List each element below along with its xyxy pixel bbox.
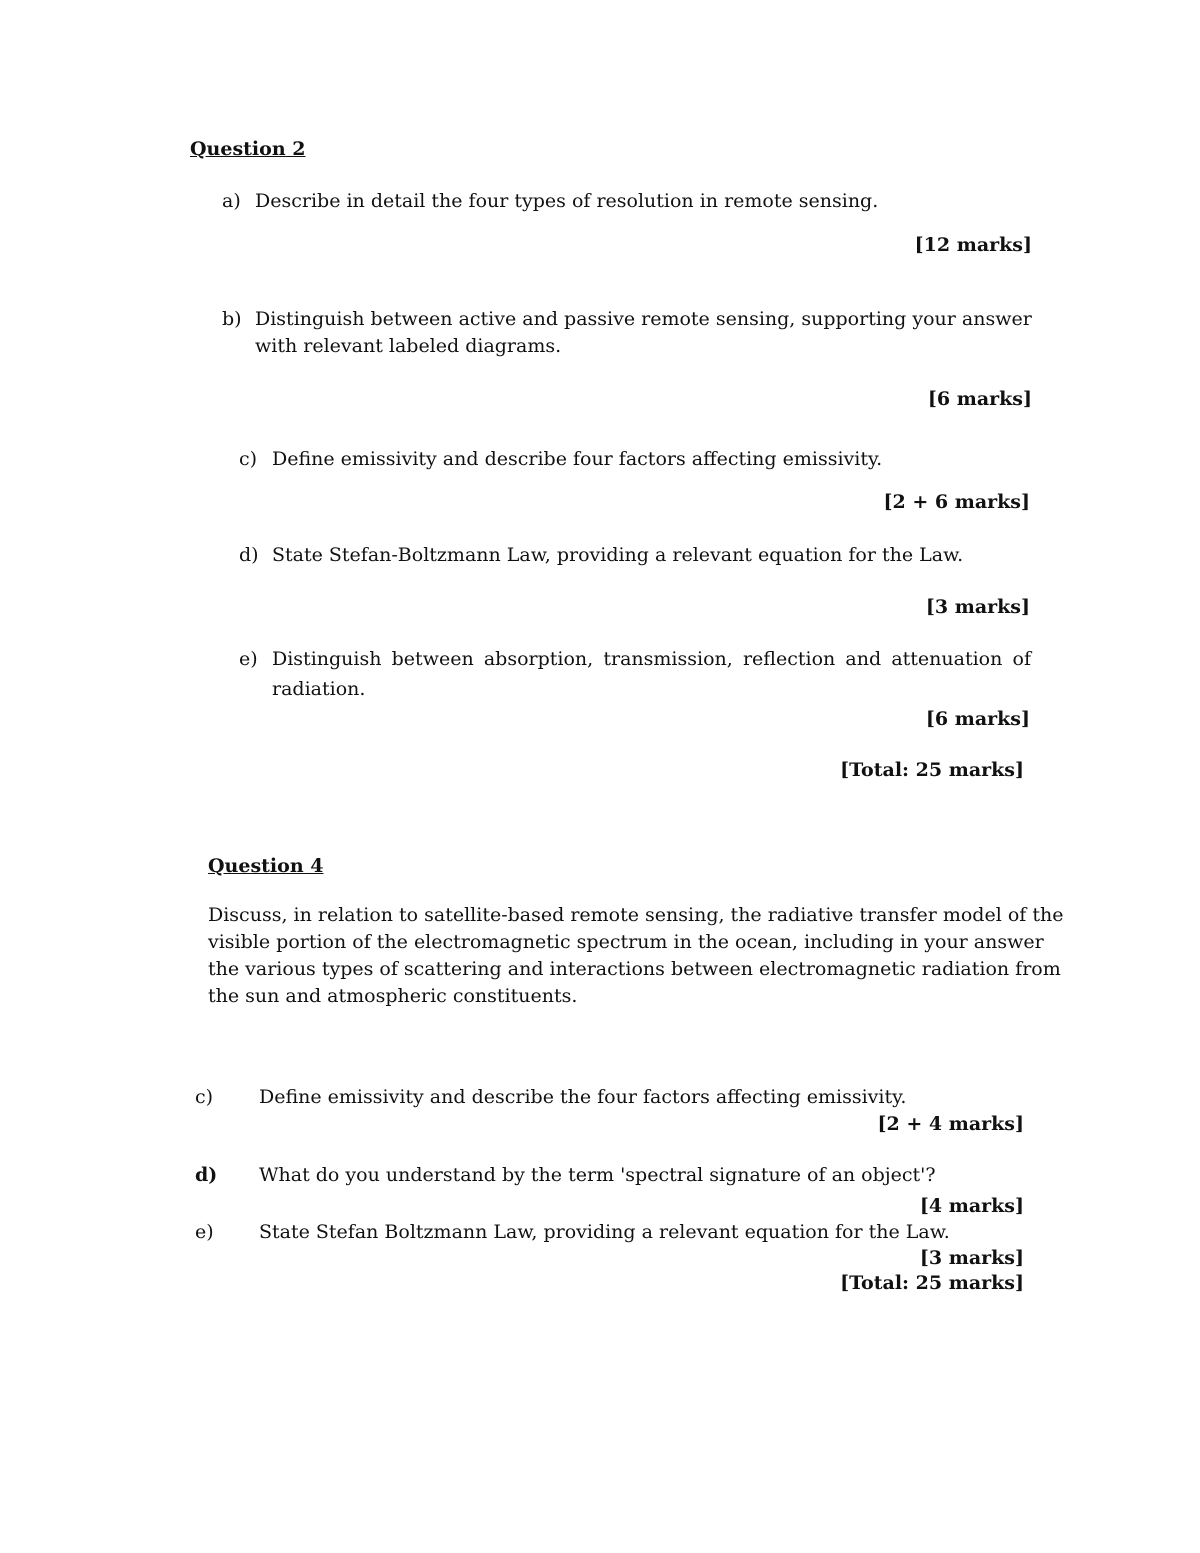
q2-item-a [222, 188, 878, 215]
q2-e-label: e) [239, 648, 258, 670]
extra-c-text: Define emissivity and describe the four factors affecting emissivity. [259, 1086, 907, 1108]
q2-total-marks: [Total: 25 marks] [840, 759, 1024, 781]
question-4-heading: Question 4 [208, 855, 324, 877]
question-2-heading: Question 2 [190, 138, 306, 160]
q2-e-marks: [6 marks] [925, 708, 1030, 730]
q2-e-text-line2: radiation. [272, 678, 366, 700]
q4-paragraph [208, 902, 1064, 1010]
q4-line-2: visible portion of the electromagnetic spectrum in the ocean, including in your answer [208, 931, 1044, 953]
q2-d-text: State Stefan-Boltzmann Law, providing a relevant equation for the Law. [272, 544, 964, 566]
q2-d-label: d) [239, 544, 259, 566]
extra-total-marks: [Total: 25 marks] [840, 1272, 1024, 1294]
q2-b-text-line1: Distinguish between active and passive remote sensing, supporting your answer [255, 308, 1032, 330]
q2-a-label: a) [222, 190, 241, 212]
q4-line-1: Discuss, in relation to satellite-based remote sensing, the radiative transfer model of the [208, 904, 1064, 926]
q2-b-marks: [6 marks] [927, 388, 1032, 410]
q2-e-text-line1: Distinguish between absorption, transmission, reflection and attenuation of [272, 648, 1031, 670]
extra-e-marks: [3 marks] [919, 1247, 1024, 1269]
q2-b-label: b) [222, 308, 242, 330]
q2-a-text: Describe in detail the four types of resolution in remote sensing. [255, 190, 879, 212]
q2-c-label: c) [239, 448, 258, 470]
q2-item-d [239, 542, 963, 569]
extra-c-marks: [2 + 4 marks] [877, 1113, 1024, 1135]
q2-c-marks: [2 + 6 marks] [883, 491, 1030, 513]
extra-d-text: What do you understand by the term 'spectral signature of an object'? [259, 1164, 936, 1186]
q2-a-marks: [12 marks] [914, 234, 1032, 256]
q2-item-b [222, 306, 1032, 333]
q2-d-marks: [3 marks] [925, 596, 1030, 618]
extra-e-text: State Stefan Boltzmann Law, providing a relevant equation for the Law. [259, 1221, 950, 1243]
extra-d-label: d) [195, 1164, 218, 1186]
q2-b-text-line2: with relevant labeled diagrams. [255, 335, 562, 357]
q2-item-c [239, 446, 882, 473]
extra-c-label: c) [195, 1086, 214, 1108]
q4-line-3: the various types of scattering and interactions between electromagnetic radiation from [208, 958, 1061, 980]
extra-e-label: e) [195, 1221, 214, 1243]
extra-d-marks: [4 marks] [919, 1195, 1024, 1217]
q2-c-text: Define emissivity and describe four factors affecting emissivity. [272, 448, 883, 470]
q2-item-e [239, 646, 1031, 673]
q4-line-4: the sun and atmospheric constituents. [208, 985, 578, 1007]
